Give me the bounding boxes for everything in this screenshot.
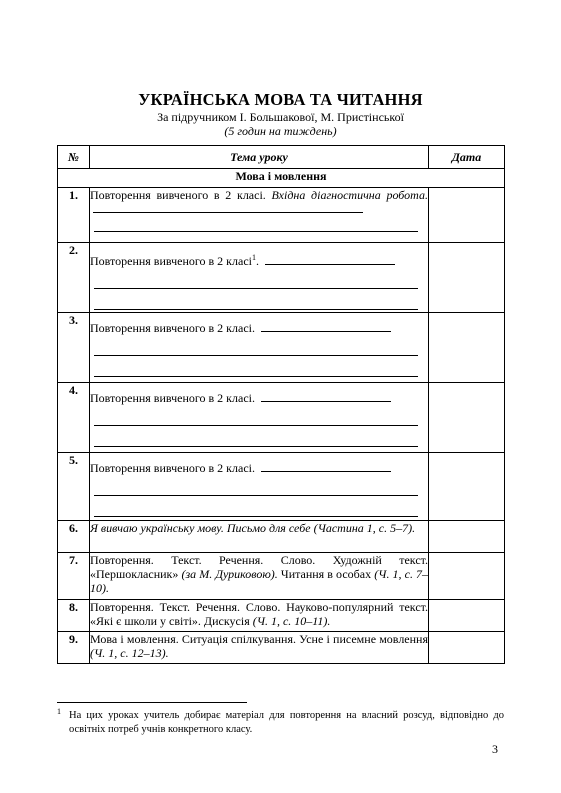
- page-header: [0, 90, 561, 138]
- row-topic: [90, 453, 429, 521]
- topic-text: Повторення вивченого в 2 класі: [90, 254, 252, 268]
- topic-italic-text: (Ч. 1, с. 12–13).: [90, 646, 169, 660]
- table-row: [58, 188, 505, 243]
- column-header-topic: Тема уроку: [90, 146, 429, 169]
- topic-italic-text: (Ч. 1, с. 7–10).: [90, 567, 429, 595]
- topic-text: Повторення вивченого в 2 класі.: [90, 188, 266, 202]
- write-in-line: [265, 254, 395, 265]
- topic-text-tail: Читання в особах: [280, 567, 372, 581]
- write-in-line: [261, 461, 391, 472]
- topic-text: Повторення вивченого в 2 класі.: [90, 391, 255, 405]
- topic-text: Повторення. Текст. Речення. Слово. Науково-популярний текст. «Які є школи у світі». Дискусія: [90, 600, 428, 628]
- footnote-divider: [57, 702, 247, 703]
- textbook-authors: За підручником І. Большакової, М. Пристінської: [157, 110, 404, 124]
- row-topic: [90, 188, 429, 243]
- table-row: [58, 632, 505, 664]
- topic-italic-text: (Ч. 1, с. 10–11).: [252, 614, 331, 628]
- row-date-cell[interactable]: [429, 383, 505, 453]
- row-number: 1.: [58, 188, 90, 243]
- table-row: [58, 553, 505, 600]
- write-in-line: [94, 344, 418, 356]
- row-date-cell[interactable]: [429, 313, 505, 383]
- topic-text-dot: .: [255, 254, 259, 268]
- topic-italic-text: Вхідна діагностична робота.: [271, 188, 428, 202]
- row-date-cell[interactable]: [429, 188, 505, 243]
- row-date-cell[interactable]: [429, 521, 505, 553]
- table-row: [58, 313, 505, 383]
- row-number: 2.: [58, 243, 90, 313]
- column-header-number: №: [58, 146, 90, 169]
- write-in-line: [261, 391, 391, 402]
- topic-text: Повторення. Текст. Речення. Слово. Художній текст. «Першокласник»: [90, 553, 428, 581]
- table-row: [58, 600, 505, 632]
- write-in-line: [261, 321, 391, 332]
- topic-text: Я вивчаю українську мову. Письмо для себе: [90, 521, 311, 535]
- row-number: 9.: [58, 632, 90, 664]
- table-row: [58, 383, 505, 453]
- document-title: УКРАЇНСЬКА МОВА ТА ЧИТАННЯ: [138, 90, 423, 109]
- topic-text: Мова і мовлення. Ситуація спілкування. Усне і писемне мовлення: [90, 632, 428, 646]
- row-topic: [90, 600, 429, 632]
- row-date-cell[interactable]: [429, 553, 505, 600]
- write-in-line: [94, 365, 418, 377]
- row-number: 7.: [58, 553, 90, 600]
- section-row: [58, 169, 505, 188]
- write-in-line: [94, 414, 418, 426]
- write-in-line: [94, 298, 418, 310]
- footnote-text: На цих уроках учитель добирає матеріал для повторення на власний розсуд, відповідно до освітніх потреб учнів конкретного класу.: [69, 710, 504, 735]
- row-topic: [90, 632, 429, 664]
- column-header-date: Дата: [429, 146, 505, 169]
- row-number: 5.: [58, 453, 90, 521]
- row-date-cell[interactable]: [429, 243, 505, 313]
- write-in-line: [94, 277, 418, 289]
- table-row: [58, 243, 505, 313]
- footnote-mark: 1: [57, 707, 61, 716]
- lesson-plan-table: [57, 145, 505, 664]
- row-number: 8.: [58, 600, 90, 632]
- row-number: 3.: [58, 313, 90, 383]
- row-number: 6.: [58, 521, 90, 553]
- page-number: 3: [492, 742, 498, 756]
- row-number: 4.: [58, 383, 90, 453]
- write-in-line: [93, 202, 363, 213]
- topic-italic-text: (Частина 1, с. 5–7).: [313, 521, 416, 535]
- topic-text: Повторення вивченого в 2 класі.: [90, 321, 255, 335]
- write-in-line: [94, 220, 418, 232]
- table-row: [58, 453, 505, 521]
- table-row: [58, 521, 505, 553]
- row-topic: [90, 383, 429, 453]
- write-in-line: [94, 435, 418, 447]
- footnote: [57, 709, 504, 737]
- footnote-reference: 1: [251, 253, 256, 262]
- row-topic: [90, 313, 429, 383]
- row-topic: [90, 553, 429, 600]
- write-in-line: [94, 505, 418, 517]
- row-topic: [90, 243, 429, 313]
- topic-text: Повторення вивченого в 2 класі.: [90, 461, 255, 475]
- row-date-cell[interactable]: [429, 632, 505, 664]
- row-date-cell[interactable]: [429, 453, 505, 521]
- write-in-line: [94, 484, 418, 496]
- row-date-cell[interactable]: [429, 600, 505, 632]
- table-header-row: [58, 146, 505, 169]
- topic-italic-text: (за М. Дуриковою).: [181, 567, 278, 581]
- hours-per-week: (5 годин на тиждень): [224, 124, 337, 138]
- section-title: Мова і мовлення: [58, 169, 505, 188]
- row-topic: [90, 521, 429, 553]
